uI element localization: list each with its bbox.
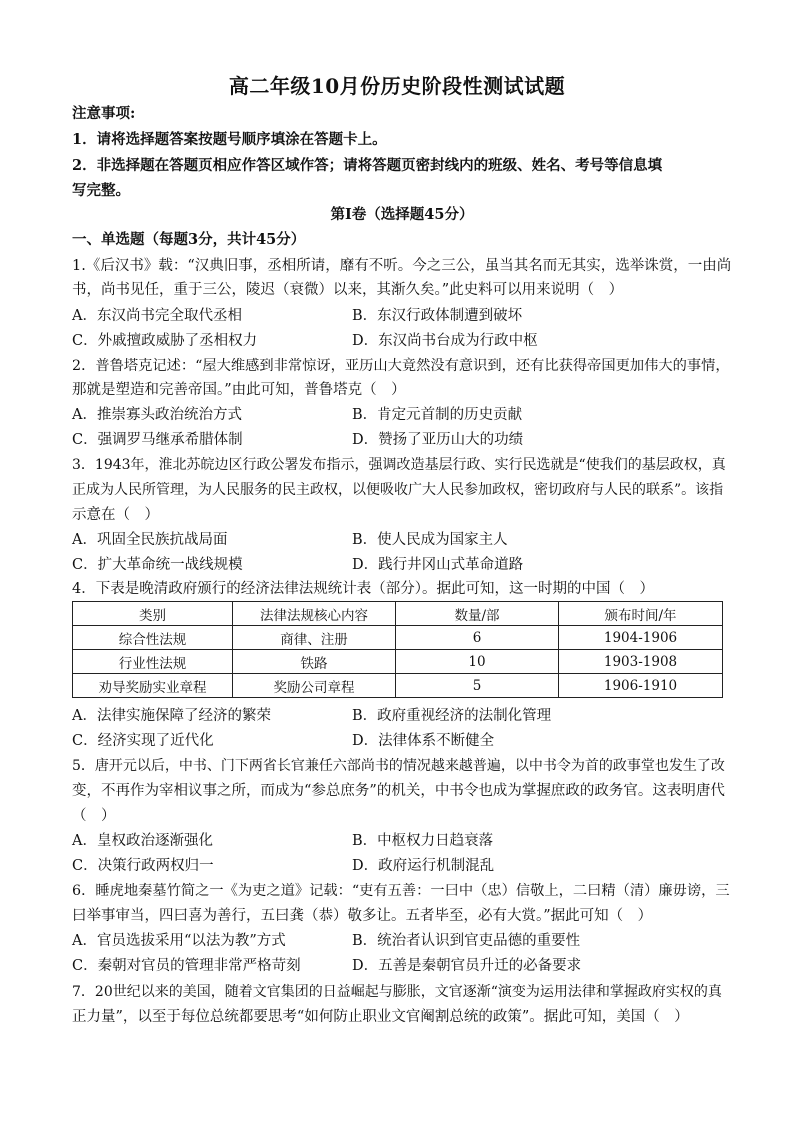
q2-option-b[interactable]: B．肯定元首制的历史贡献 [352, 407, 523, 423]
q3-option-a[interactable]: A．巩固全民族抗战局面 [72, 532, 228, 548]
notice-heading: 注意事项: [72, 105, 136, 122]
table-cell: 劝导奖励实业章程 [73, 674, 233, 698]
table-row [73, 626, 723, 650]
q1-option-d[interactable]: D．东汉尚书台成为行政中枢 [352, 333, 538, 349]
q3-stem-line-3: 示意在（ ） [72, 507, 159, 523]
q6-option-c[interactable]: C．秦朝对官员的管理非常严格苛刻 [72, 958, 301, 974]
q5-stem-line-1: 5．唐开元以后，中书、门下两省长官兼任六部尚书的情况越来越普遍，以中书令为首的政事堂也发生了改 [72, 758, 725, 774]
q3-option-b[interactable]: B．使人民成为国家主人 [352, 532, 508, 548]
q6-stem-line-2: 曰举事审当，四曰喜为善行，五曰龚（恭）敬多让。五者毕至，必有大赏。”据此可知（ ） [72, 908, 653, 924]
q6-option-b[interactable]: B．统治者认识到官吏品德的重要性 [352, 933, 581, 949]
table-cell: 1906-1910 [559, 674, 723, 698]
q2-option-d[interactable]: D．赞扬了亚历山大的功绩 [352, 432, 524, 448]
q7-stem-line-1: 7．20世纪以来的美国，随着文官集团的日益崛起与膨胀，文官逐渐“演变为运用法律和掌握政府实权的真 [72, 984, 722, 1000]
q4-stem-line-1: 4．下表是晚清政府颁行的经济法律法规统计表（部分）。据此可知，这一时期的中国（ ） [72, 581, 654, 597]
notice-item-2-line-1: 2．非选择题在答题页相应作答区域作答；请将答题页密封线内的班级、姓名、考号等信息填 [72, 157, 663, 174]
q5-option-a[interactable]: A．皇权政治逐渐强化 [72, 833, 213, 849]
table-cell: 商律、注册 [233, 626, 396, 650]
q1-stem-line-2: 书，尚书见任，重于三公，陵迟（衰微）以来，其渐久矣。”此史料可以用来说明（ ） [72, 282, 624, 298]
q4-option-c[interactable]: C．经济实现了近代化 [72, 733, 214, 749]
q4-option-b[interactable]: B．政府重视经济的法制化管理 [352, 708, 552, 724]
table-cell: 奖励公司章程 [233, 674, 396, 698]
q2-stem-line-1: 2．普鲁塔克记述：“屋大维感到非常惊讶，亚历山大竟然没有意识到，还有比获得帝国更加伟大的事情， [72, 358, 730, 374]
table-cell: 5 [396, 674, 559, 698]
notice-item-2-line-2: 写完整。 [72, 182, 130, 199]
table-cell: 行业性法规 [73, 650, 233, 674]
table-header-cell: 法律法规核心内容 [233, 602, 396, 626]
q5-stem-line-3: （ ） [72, 808, 116, 824]
table-header-cell: 数量/部 [396, 602, 559, 626]
table-row [73, 650, 723, 674]
q1-option-c[interactable]: C．外戚擅政威胁了丞相权力 [72, 333, 258, 349]
q6-option-a[interactable]: A．官员选拔采用“以法为教”方式 [72, 933, 286, 949]
q2-stem-line-2: 那就是塑造和完善帝国。”由此可知，普鲁塔克（ ） [72, 382, 406, 398]
table-cell: 1904-1906 [559, 626, 723, 650]
table-header-row [73, 602, 723, 626]
table-cell: 综合性法规 [73, 626, 233, 650]
notice-item-1: 1．请将选择题答案按题号顺序填涂在答题卡上。 [72, 131, 387, 148]
q2-option-a[interactable]: A．推崇寡头政治统治方式 [72, 407, 242, 423]
q3-stem-line-2: 正成为人民所管理，为人民服务的民主政权，以便吸收广大人民参加政权，密切政府与人民的联系”。该指 [72, 482, 724, 498]
part-title: 一、单选题（每题3分，共计45分） [72, 231, 306, 248]
q6-option-d[interactable]: D．五善是秦朝官员升迁的必备要求 [352, 958, 582, 974]
table-header-cell: 颁布时间/年 [559, 602, 723, 626]
table-cell: 6 [396, 626, 559, 650]
q1-option-b[interactable]: B．东汉行政体制遭到破坏 [352, 308, 523, 324]
q3-stem-line-1: 3．1943年，淮北苏皖边区行政公署发布指示，强调改造基层行政、实行民选就是“使我们的基层政权，真 [72, 457, 726, 473]
q1-option-a[interactable]: A．东汉尚书完全取代丞相 [72, 308, 242, 324]
q6-stem-line-1: 6．睡虎地秦墓竹简之一《为吏之道》记载：“吏有五善：一曰中（忠）信敬上，二曰精（清）廉毋谤，三 [72, 883, 730, 899]
q2-option-c[interactable]: C．强调罗马继承希腊体制 [72, 432, 243, 448]
section-title: 第Ⅰ卷（选择题45分） [330, 206, 474, 223]
table-cell: 1903-1908 [559, 650, 723, 674]
table-row [73, 674, 723, 698]
q3-option-d[interactable]: D．践行井冈山式革命道路 [352, 557, 524, 573]
q5-option-c[interactable]: C．决策行政两权归一 [72, 858, 214, 874]
q1-stem-line-1: 1.《后汉书》载：“汉典旧事，丞相所请，靡有不听。今之三公，虽当其名而无其实，选举诛赏，一由尚 [72, 258, 732, 274]
q5-option-b[interactable]: B．中枢权力日趋衰落 [352, 833, 494, 849]
page-title: 高二年级10月份历史阶段性测试试题 [228, 74, 566, 98]
table-cell: 10 [396, 650, 559, 674]
table-cell: 铁路 [233, 650, 396, 674]
q4-option-d[interactable]: D．法律体系不断健全 [352, 733, 495, 749]
q4-option-a[interactable]: A．法律实施保障了经济的繁荣 [72, 708, 271, 724]
q7-stem-line-2: 正力量”，以至于每位总统都要思考“如何防止职业文官阉割总统的政策”。据此可知，美国（ ） [72, 1009, 689, 1025]
table-header-cell: 类别 [73, 602, 233, 626]
statistics-table [72, 601, 723, 698]
q5-stem-line-2: 变，不再作为宰相议事之所，而成为“参总庶务”的机关，中书令也成为掌握庶政的政务官。这表明唐代 [72, 783, 725, 799]
q5-option-d[interactable]: D．政府运行机制混乱 [352, 858, 495, 874]
q3-option-c[interactable]: C．扩大革命统一战线规模 [72, 557, 243, 573]
